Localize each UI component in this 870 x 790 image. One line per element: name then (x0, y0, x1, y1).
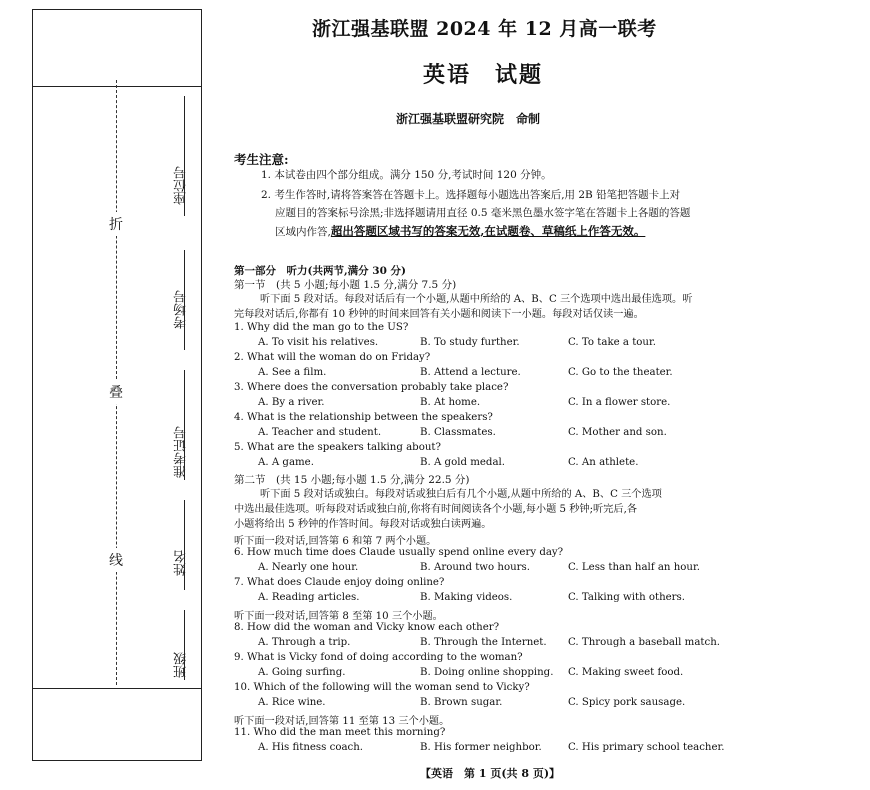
question-3-option-b: B. At home. (420, 397, 481, 408)
question-10-option-c: C. Spicy pork sausage. (568, 697, 686, 708)
question-7-option-b: B. Making videos. (420, 592, 513, 603)
seat-number-line[interactable] (184, 96, 185, 216)
question-11-option-a: A. His fitness coach. (258, 742, 364, 753)
cue-11-13: 听下面一段对话,回答第 11 至第 13 三个小题。 (234, 716, 450, 727)
question-10-stem: 10. Which of the following will the woman send to Vicky? (234, 682, 530, 693)
question-10-option-b: B. Brown sugar. (420, 697, 503, 708)
question-7-stem: 7. What does Claude enjoy doing online? (234, 577, 445, 588)
notice-heading: 考生注意: (234, 152, 289, 167)
cue-6-7: 听下面一段对话,回答第 6 和第 7 两个小题。 (234, 536, 437, 547)
question-1-option-c: C. To take a tour. (568, 337, 656, 348)
question-8-option-a: A. Through a trip. (258, 637, 351, 648)
notice-item-2-cont: 应题目的答案标号涂黑;非选择题请用直径 0.5 毫米黑色墨水签字笔在答题卡上各题的答题 (275, 207, 691, 219)
question-7-option-c: C. Talking with others. (568, 592, 686, 603)
section2-instructions (234, 487, 744, 532)
question-7-option-a: A. Reading articles. (258, 592, 360, 603)
section1-instr-line1: 听下面 5 段对话。每段对话后有一个小题,从题中所给的 A、B、C 三个选项中选出最佳选项。听 (260, 294, 693, 305)
question-8-option-b: B. Through the Internet. (420, 637, 547, 648)
question-2-option-c: C. Go to the theater. (568, 367, 673, 378)
question-8-stem: 8. How did the woman and Vicky know each other? (234, 622, 500, 633)
question-5-option-c: C. An athlete. (568, 457, 639, 468)
question-4-option-c: C. Mother and son. (568, 427, 667, 438)
notice-item-2-cont2 (275, 222, 645, 241)
question-9-stem: 9. What is Vicky fond of doing according to the woman? (234, 652, 523, 663)
notice-item-2-end: 区域内作答, (275, 226, 331, 238)
binding-bottom-rule (33, 688, 201, 689)
question-3-option-a: A. By a river. (258, 397, 325, 408)
question-11-option-c: C. His primary school teacher. (568, 742, 725, 753)
question-3-option-c: C. In a flower store. (568, 397, 671, 408)
exam-room-line[interactable] (184, 250, 185, 350)
question-2-stem: 2. What will the woman do on Friday? (234, 352, 431, 363)
part1-heading: 第一部分 听力(共两节,满分 30 分) (234, 265, 407, 277)
section1-instructions (234, 292, 744, 322)
question-4-option-b: B. Classmates. (420, 427, 496, 438)
question-6-option-a: A. Nearly one hour. (258, 562, 359, 573)
question-2-option-b: B. Attend a lecture. (420, 367, 521, 378)
exam-subject: 英语 试题 (423, 62, 544, 88)
cue-8-10: 听下面一段对话,回答第 8 至第 10 三个小题。 (234, 611, 443, 622)
question-1-option-b: B. To study further. (420, 337, 520, 348)
question-11-option-b: B. His former neighbor. (420, 742, 542, 753)
exam-room-label: 考场号 (174, 290, 189, 329)
class-line[interactable] (184, 610, 185, 680)
question-3-stem: 3. Where does the conversation probably take place? (234, 382, 509, 393)
seat-number-label: 座位号 (174, 166, 189, 205)
name-label: 姓名 (174, 550, 189, 576)
question-6-stem: 6. How much time does Claude usually spend online every day? (234, 547, 564, 558)
question-5-option-b: B. A gold medal. (420, 457, 506, 468)
question-5-option-a: A. A game. (258, 457, 314, 468)
question-4-option-a: A. Teacher and student. (258, 427, 382, 438)
question-9-option-c: C. Making sweet food. (568, 667, 684, 678)
question-1-stem: 1. Why did the man go to the US? (234, 322, 409, 333)
fold-char-2: 叠 (109, 380, 123, 404)
question-9-option-a: A. Going surfing. (258, 667, 346, 678)
fold-char-1: 折 (109, 212, 123, 236)
binding-top-rule (33, 86, 201, 87)
section2-instr-line3: 小题将给出 5 秒钟的作答时间。每段对话或独白读两遍。 (234, 519, 492, 530)
section1-heading: 第一节 (共 5 小题;每小题 1.5 分,满分 7.5 分) (234, 279, 457, 291)
section2-instr-line1: 听下面 5 段对话或独白。每段对话或独白后有几个小题,从题中所给的 A、B、C 三个选项 (260, 489, 662, 500)
section1-instr-line2: 完每段对话后,你都有 10 秒钟的时间来回答有关小题和阅读下一小题。每段对话仅读一遍。 (234, 309, 644, 320)
section2-instr-line2: 中选出最佳选项。听每段对话或独白前,你将有时间阅读各个小题,每小题 5 秒钟;听完后,各 (234, 504, 638, 515)
question-5-stem: 5. What are the speakers talking about? (234, 442, 441, 453)
question-1-option-a: A. To visit his relatives. (258, 337, 379, 348)
page-footer: 【英语 第 1 页(共 8 页)】 (420, 767, 561, 780)
question-4-stem: 4. What is the relationship between the speakers? (234, 412, 493, 423)
notice-emphasis: 超出答题区域书写的答案无效,在试题卷、草稿纸上作答无效。 (330, 224, 646, 238)
question-9-option-b: B. Doing online shopping. (420, 667, 554, 678)
exam-title: 浙江强基联盟 2024 年 12 月高一联考 (312, 18, 657, 40)
ticket-number-line[interactable] (184, 370, 185, 480)
fold-char-3: 线 (109, 548, 123, 572)
exam-author: 浙江强基联盟研究院 命制 (396, 112, 541, 126)
class-label: 班级 (174, 652, 189, 678)
name-line[interactable] (184, 500, 185, 590)
question-8-option-c: C. Through a baseball match. (568, 637, 720, 648)
section2-heading: 第二节 (共 15 小题;每小题 1.5 分,满分 22.5 分) (234, 474, 470, 486)
ticket-number-label: 准考证号 (174, 426, 189, 478)
notice-item-2: 2. 考生作答时,请将答案答在答题卡上。选择题每小题选出答案后,用 2B 铅笔把答题卡上对 (261, 189, 681, 201)
notice-item-1: 1. 本试卷由四个部分组成。满分 150 分,考试时间 120 分钟。 (261, 169, 552, 181)
question-6-option-c: C. Less than half an hour. (568, 562, 700, 573)
question-2-option-a: A. See a film. (258, 367, 327, 378)
question-6-option-b: B. Around two hours. (420, 562, 530, 573)
question-10-option-a: A. Rice wine. (258, 697, 326, 708)
question-11-stem: 11. Who did the man meet this morning? (234, 727, 446, 738)
